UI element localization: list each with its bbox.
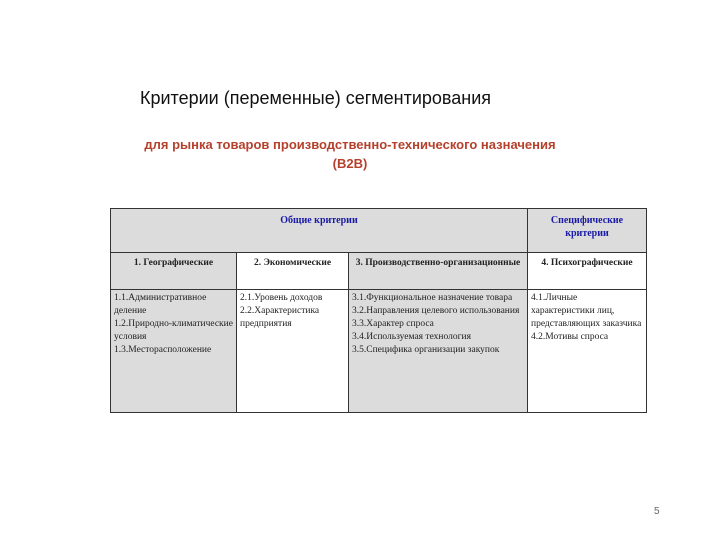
page-number: 5	[654, 506, 660, 517]
slide-title: Критерии (переменные) сегментирования	[140, 88, 492, 108]
cell-item: 2.2.Характеристика предприятия	[240, 306, 320, 329]
cell-item: 3.5.Специфика организации закупок	[352, 345, 500, 355]
cell-economic	[237, 290, 349, 413]
cell-item: 3.2.Направления целевого использования	[352, 306, 520, 316]
column-header: 1. Географические	[111, 253, 237, 290]
cell-item: 3.1.Функциональное назначение товара	[352, 293, 513, 303]
cell-item: 1.2.Природно-климатические условия	[114, 319, 233, 342]
cell-production	[349, 290, 528, 413]
header-general-criteria: Общие критерии	[111, 209, 528, 253]
cell-geographic	[111, 290, 237, 413]
cell-item: 4.1.Личные характеристики лиц, представляющих заказчика	[531, 293, 642, 329]
column-header: 4. Психографические	[528, 253, 647, 290]
header-specific-criteria: Специфические критерии	[528, 209, 647, 253]
cell-item: 2.1.Уровень доходов	[240, 293, 323, 303]
cell-item: 3.3.Характер спроса	[352, 319, 434, 329]
slide-subtitle: для рынка товаров производственно-технического назначения (B2B)	[144, 137, 556, 171]
cell-item: 4.2.Мотивы спроса	[531, 332, 609, 342]
cell-item: 3.4.Используемая технология	[352, 332, 471, 342]
cell-item: 1.3.Месторасположение	[114, 345, 212, 355]
criteria-table	[110, 208, 647, 413]
cell-psychographic	[528, 290, 647, 413]
column-header: 3. Производственно-организационные	[349, 253, 528, 290]
cell-item: 1.1.Административное деление	[114, 293, 207, 316]
column-header: 2. Экономические	[237, 253, 349, 290]
